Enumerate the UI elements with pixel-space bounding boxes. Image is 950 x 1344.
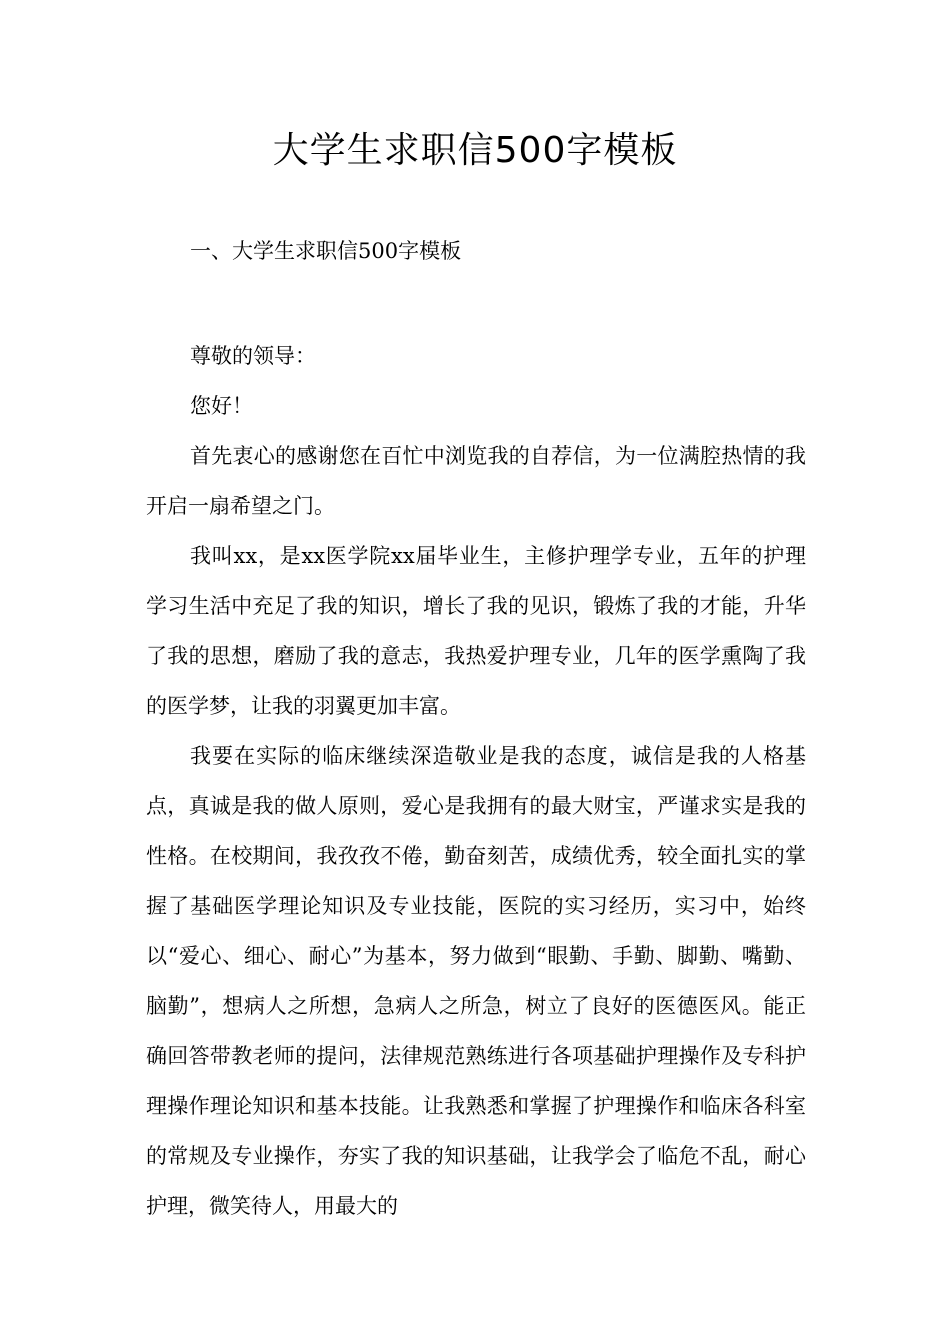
section-heading: 一、大学生求职信500字模板 [190, 239, 462, 263]
letter-body [146, 331, 806, 1231]
body-paragraph: 我叫xx，是xx医学院xx届毕业生，主修护理学专业，五年的护理学习生活中充足了我的知识，增长了我的见识，锻炼了我的才能，升华了我的思想，磨励了我的意志，我热爱护理专业，几年的医学熏陶了我的医学梦，让我的羽翼更加丰富。 [146, 544, 806, 718]
document-title: 大学生求职信500字模板 [272, 130, 678, 171]
salutation: 尊敬的领导： [190, 344, 316, 368]
body-paragraph: 我要在实际的临床继续深造敬业是我的态度，诚信是我的人格基点，真诚是我的做人原则，爱心是我拥有的最大财宝，严谨求实是我的性格。在校期间，我孜孜不倦，勤奋刻苦，成绩优秀，较全面扎实的掌握了基础医学理论知识及专业技能，医院的实习经历，实习中，始终以“爱心、细心、耐心”为基本，努力做到“眼勤、手勤、脚勤、嘴勤、脑勤”，想病人之所想，急病人之所急，树立了良好的医德医风。能正确回答带教老师的提问，法律规范熟练进行各项基础护理操作及专科护理操作理论知识和基本技能。让我熟悉和掌握了护理操作和临床各科室的常规及专业操作，夯实了我的知识基础，让我学会了临危不乱，耐心护理，微笑待人，用最大的 [146, 744, 806, 1218]
greeting: 您好！ [190, 394, 253, 418]
body-paragraph: 首先衷心的感谢您在百忙中浏览我的自荐信，为一位满腔热情的我开启一扇希望之门。 [146, 444, 806, 518]
